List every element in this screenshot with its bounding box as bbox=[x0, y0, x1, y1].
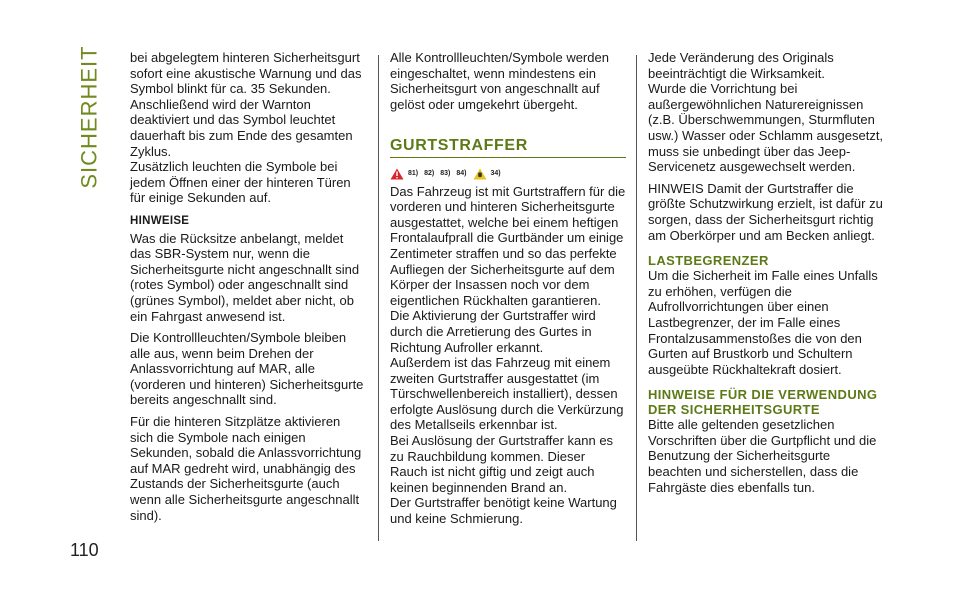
reference-row bbox=[390, 166, 626, 182]
paragraph: Der Gurtstraffer benötigt keine Wartung und keine Schmierung. bbox=[390, 495, 617, 527]
paragraph: Außerdem ist das Fahrzeug mit einem zweiten Gurtstraffer ausgestattet (im Türschwellenbereich installiert), dessen erfolgte Auslösung durch die Verkürzung des Metallseils erkennbar ist. bbox=[390, 355, 624, 433]
heading-gurtstraffer: GURTSTRAFFER bbox=[390, 138, 626, 158]
caution-hand-icon bbox=[473, 168, 487, 180]
section-title-text: SICHERHEIT bbox=[77, 45, 102, 189]
paragraph: Wurde die Vorrichtung bei außergewöhnlichen Naturereignissen (z.B. Überschwemmungen, Sturmfluten usw.) Wasser oder Schlamm ausgesetzt, muss sie unbedingt über das Jeep-Servicenetz ausgewechselt werden. bbox=[648, 81, 884, 175]
paragraph: Was die Rücksitze anbelangt, meldet das SBR-System nur, wenn die Sicherheitsgurte nicht angeschnallt sind (rotes Symbol) oder angeschnallt sind (grünes Symbol), meldet aber nicht, ob ein Fahrgast anwesend ist. bbox=[130, 230, 360, 324]
hinweise-label: HINWEISE bbox=[130, 214, 190, 227]
paragraph: Zusätzlich leuchten die Symbole bei jedem Öffnen einer der hinteren Türen für einige Sekunden auf. bbox=[130, 159, 351, 206]
reference-number: 84) bbox=[456, 169, 467, 177]
reference-number: 34) bbox=[490, 169, 501, 177]
warning-triangle-icon bbox=[390, 168, 404, 180]
heading-lastbegrenzer: LASTBEGRENZER bbox=[648, 253, 769, 269]
column-1 bbox=[130, 50, 366, 523]
reference-number: 81) bbox=[408, 169, 419, 177]
column-2 bbox=[390, 50, 626, 527]
paragraph: Die Kontrollleuchten/Symbole bleiben alle aus, wenn beim Drehen der Anlassvorrichtung auf MAR, alle (vorderen und hinteren) Sicherheitsgurte bereits angeschnallt sind. bbox=[130, 330, 364, 408]
paragraph: Alle Kontrollleuchten/Symbole werden eingeschaltet, wenn mindestens ein Sicherheitsgurt von angeschnallt auf gelöst oder umgekehrt übergeht. bbox=[390, 50, 609, 112]
column-divider-2 bbox=[636, 55, 637, 541]
paragraph: Bei Auslösung der Gurtstraffer kann es zu Rauchbildung kommen. Dieser Rauch ist nicht giftig und zeigt auch keinen beginnenden Brand an. bbox=[390, 433, 614, 495]
heading-hinweise-verwendung: HINWEISE FÜR DIE VERWENDUNG DER SICHERHEITSGURTE bbox=[648, 387, 878, 418]
paragraph: Jede Veränderung des Originals beeinträchtigt die Wirksamkeit. bbox=[648, 50, 834, 81]
column-3 bbox=[648, 50, 884, 495]
page-number: 110 bbox=[70, 540, 99, 560]
paragraph: Das Fahrzeug ist mit Gurtstraffern für die vorderen und hinteren Sicherheitsgurte ausgestattet, welche bei einem heftigen Frontalaufprall die Gurtbänder um einige Zentimeter straffen und so das perfekte Aufliegen der Sicherheitsgurte auf dem Körper der Insassen noch vor dem eigentlichen Rückhalten garantieren. bbox=[390, 183, 626, 308]
reference-number: 82) bbox=[424, 169, 435, 177]
paragraph: Bitte alle geltenden gesetzlichen Vorschriften über die Gurtpflicht und die Benutzung der Sicherheitsgurte beachten und sicherstellen, dass die Fahrgäste dies ebenfalls tun. bbox=[648, 417, 877, 495]
section-title bbox=[70, 42, 110, 192]
paragraph: Um die Sicherheit im Falle eines Unfalls zu erhöhen, verfügen die Aufrollvorrichtungen über einen Lastbegrenzer, der im Falle eines Frontalzusammenstoßes die von den Gurten auf Brustkorb und Schultern ausgeübte Rückhaltekraft dosiert. bbox=[648, 268, 878, 377]
paragraph: Für die hinteren Sitzplätze aktivieren sich die Symbole nach einigen Sekunden, sobald die Anlassvorrichtung auf MAR gedreht wird, unabhängig des Zustands der Sicherheitsgurte (auch wenn alle Sicherheitsgurte angeschnallt sind). bbox=[130, 414, 362, 523]
paragraph: bei abgelegtem hinteren Sicherheitsgurt sofort eine akustische Warnung und das Symbol blinkt für ca. 35 Sekunden. Anschließend wird der Warnton deaktiviert und das Symbol leuchtet dauerhaft bis zum Ende des gesamten Zyklus. bbox=[130, 50, 362, 159]
column-divider-1 bbox=[378, 55, 379, 541]
paragraph: Die Aktivierung der Gurtstraffer wird durch die Arretierung des Gurtes in Richtung Aufroller erkannt. bbox=[390, 308, 596, 355]
reference-number: 83) bbox=[440, 169, 451, 177]
paragraph: HINWEIS Damit der Gurtstraffer die größte Schutzwirkung erzielt, ist dafür zu sorgen, dass der Sicherheitsgurt richtig am Oberkörper und am Becken anliegt. bbox=[648, 180, 883, 243]
